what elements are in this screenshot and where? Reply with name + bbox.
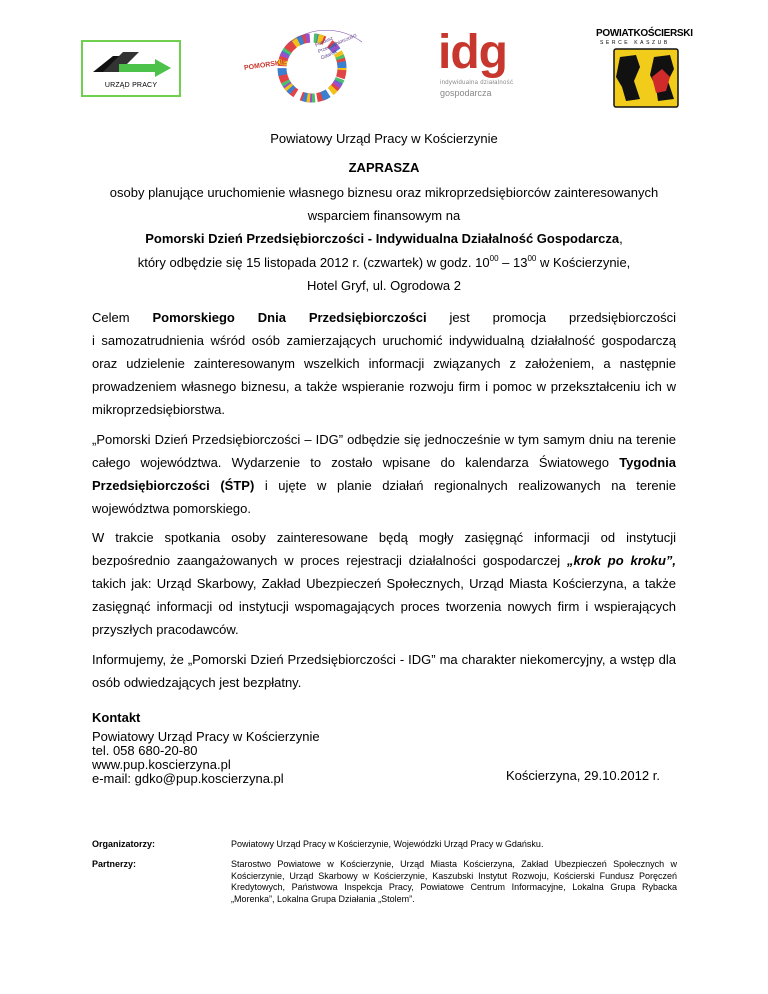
urzad-pracy-arrow-icon	[83, 42, 179, 82]
contact-website: www.pup.koscierzyna.pl	[92, 757, 231, 772]
p1-word: przedsiębiorczości	[569, 310, 676, 325]
audience-line-2: wsparciem finansowym na	[307, 208, 461, 223]
organizers-label: Organizatorzy:	[92, 839, 156, 849]
idg-subtitle-2: gospodarcza	[440, 88, 492, 98]
audience-line-1: osoby planujące uruchomienie własnego biznesu oraz mikroprzedsiębiorców zainteresowanych	[109, 185, 659, 200]
contact-heading: Kontakt	[92, 710, 141, 725]
powiat-subtitle: SERCE KASZUB	[600, 40, 670, 46]
paragraph-2	[92, 428, 676, 520]
p3-text-b: takich jak: Urząd Skarbowy, Zakład Ubezpieczeń Społecznych, Urząd Miasta Kościerzyna, a także zasięgnąć informacji od instytucji wspomagających proces tworzenia nowych firm i wspierających przyszłych pracodawców.	[92, 576, 676, 637]
idg-wordmark: idg	[438, 26, 507, 79]
idg-logo	[438, 26, 538, 100]
event-time-separator: – 13	[498, 255, 528, 270]
pomorskie-logo	[240, 22, 380, 112]
pomorskie-label: POMORSKIE	[243, 59, 288, 72]
p2-text-a: „Pomorski Dzień Przedsiębiorczości – IDG” odbędzie się jednocześnie w tym samym dniu na terenie całego województwa. Wydarzenie to zostało wpisane do kalendarza Światowego	[92, 432, 676, 470]
event-date-text: który odbędzie się 15 listopada 2012 r. (czwartek) w godz. 10	[137, 255, 490, 270]
event-name-comma: ,	[619, 231, 623, 246]
p3-text-a: W trakcie spotkania osoby zainteresowane będą mogły zasięgnąć informacji od instytucji bezpośrednio zaangażowanych w proces rejestracji działalności gospodarczej	[92, 530, 676, 568]
event-date-line	[92, 255, 676, 270]
p1-word: Dnia	[257, 310, 286, 325]
place-and-date: Kościerzyna, 29.10.2012 r.	[506, 768, 660, 783]
start-minutes: 00	[489, 254, 499, 263]
p1-word: Przedsiębiorczości	[308, 310, 427, 325]
p1-word: jest	[449, 310, 470, 325]
partners-list: Starostwo Powiatowe w Kościerzynie, Urząd Miasta Kościerzyna, Zakład Ubezpieczeń Społecznych w Kościerzynie, Urząd Skarbowy w Kościerzynie, Kaszubski Instytut Rozwoju, Kościerski Fundusz Poręczeń Kredytowych, Państwowa Inspekcja Pracy, Powiatowe Centrum Informacyjne, Lokalna Grupa Rybacka „Morenka”, Lokalna Grupa Działania „Stolem”.	[231, 859, 677, 904]
urzad-pracy-logo	[81, 40, 181, 97]
powiat-title: POWIATKOŚCIERSKI	[596, 28, 693, 39]
p1-word: promocja	[492, 310, 547, 325]
p2-text-b: i ujęte w planie działań regionalnych realizowanych na terenie województwa pomorskiego.	[92, 478, 676, 516]
pomorskie-ring-text: Fundusz Przedsiębiorczości Gdańsk	[314, 32, 358, 62]
coat-of-arms-icon	[596, 47, 694, 113]
contact-email: e-mail: gdko@pup.koscierzyna.pl	[92, 771, 284, 786]
urzad-pracy-caption: URZĄD PRACY	[104, 82, 158, 89]
p2-bold-stp: Tygodnia Przedsiębiorczości (ŚTP)	[92, 455, 676, 493]
p3-krok-po-kroku: „krok po kroku”,	[566, 553, 677, 568]
partners-label: Partnerzy:	[92, 859, 137, 869]
invitation-heading: ZAPRASZA	[348, 160, 420, 175]
idg-subtitle-1: indywidualna działalność	[440, 80, 514, 86]
institution-name: Powiatowy Urząd Pracy w Kościerzynie	[270, 131, 498, 146]
paragraph-1-first-line	[92, 306, 676, 329]
contact-phone: tel. 058 680-20-80	[92, 743, 198, 758]
p1-word: Celem	[92, 310, 130, 325]
powiat-koscierski-logo	[596, 28, 694, 110]
event-venue: Hotel Gryf, ul. Ogrodowa 2	[307, 278, 461, 293]
event-name-line	[92, 231, 676, 246]
paragraph-3	[92, 526, 676, 641]
organizers-list: Powiatowy Urząd Pracy w Kościerzynie, Wojewódzki Urząd Pracy w Gdańsku.	[231, 839, 544, 849]
p1-word: Pomorskiego	[152, 310, 235, 325]
paragraph-4: Informujemy, że „Pomorski Dzień Przedsiębiorczości - IDG” ma charakter niekomercyjny, a wstęp dla osób odwiedzających jest bezpłatny.	[92, 652, 676, 690]
contact-name: Powiatowy Urząd Pracy w Kościerzynie	[92, 729, 320, 744]
end-minutes: 00	[527, 254, 537, 263]
event-name: Pomorski Dzień Przedsiębiorczości - Indywidualna Działalność Gospodarcza	[145, 231, 620, 246]
paragraph-1-body: i samozatrudnienia wśród osób zamierzających uruchomić indywidualną działalność gospodarczą oraz udzielenie zainteresowanym wszelkich informacji związanych z założeniem, a następnie prowadzeniem własnego biznesu, a także wspieranie rozwoju firm i pomoc w przekształceniu ich w mikroprzedsiębiorstwa.	[92, 333, 676, 417]
event-place: w Kościerzynie,	[536, 255, 631, 270]
